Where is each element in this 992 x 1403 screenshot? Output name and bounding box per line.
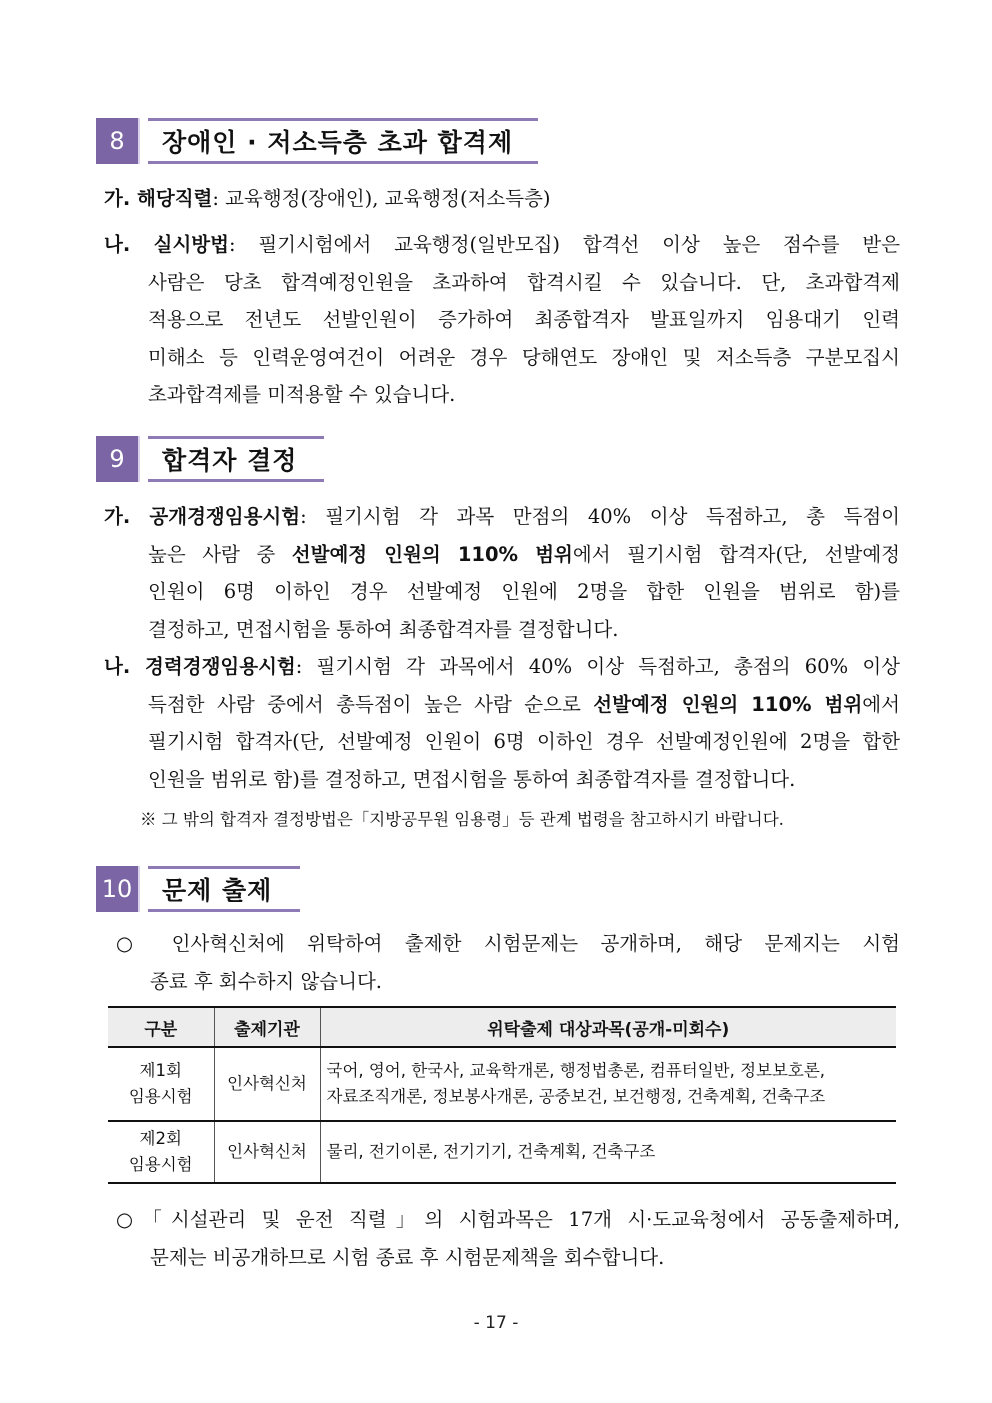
exam-cell	[108, 1047, 214, 1121]
section-title: 장애인 · 저소득층 초과 합격제	[162, 128, 514, 157]
table-header-row	[108, 1007, 896, 1047]
table-row	[108, 1047, 896, 1121]
agency-cell: 인사혁신처	[214, 1121, 320, 1183]
bullet-text: ○「시설관리 및 운전 직렬」의 시험과목은 17개 시·도교육청에서 공동출제하며,	[116, 1208, 900, 1231]
item-text: 사람은 당초 합격예정인원을 초과하여 합격시킬 수 있습니다. 단, 초과합격제	[148, 270, 900, 294]
item-text: 인원이 6명 이하인 경우 선발예정 인원에 2명을 합한 인원을 범위로 함)를	[148, 580, 900, 603]
emphasis-text: 선발예정 인원의 110% 범위	[291, 542, 573, 566]
exam-type: 임용시험	[128, 1155, 193, 1174]
section-number: 10	[96, 866, 140, 912]
item-text: : 필기시험에서 교육행정(일반모집) 합격선 이상 높은 점수를 받은	[228, 233, 900, 256]
s9-item-na	[104, 648, 900, 798]
item-text: 초과합격제를 미적용할 수 있습니다.	[148, 383, 456, 406]
item-text: : 필기시험 각 과목 만점의 40% 이상 득점하고, 총 득점이	[300, 505, 900, 528]
exam-subjects-table	[108, 1006, 896, 1184]
section-title: 문제 출제	[162, 876, 273, 905]
item-text: 필기시험 합격자(단, 선발예정 인원이 6명 이하인 경우 선발예정인원에 2명을 합한	[148, 730, 900, 753]
item-text: 에서 필기시험 합격자(단, 선발예정	[572, 542, 900, 566]
table-header-cell: 구분	[108, 1007, 214, 1047]
item-text: 적용으로 전년도 선발인원이 증가하여 최종합격자 발표일까지 임용대기 인력	[148, 308, 900, 331]
section-number: 9	[96, 436, 140, 482]
item-text: 미해소 등 인력운영여건이 어려운 경우 당해연도 장애인 및 저소득층 구분모집시	[148, 345, 900, 369]
item-label: 나. 경력경쟁임용시험	[104, 655, 296, 678]
bullet-facility-exam	[116, 1202, 900, 1277]
s9-item-ga	[104, 498, 900, 648]
exam-cell	[108, 1121, 214, 1183]
exam-round: 제1회	[139, 1061, 182, 1080]
section-title-box	[148, 866, 300, 912]
s8-item-ga	[104, 180, 900, 218]
page-number: - 17 -	[473, 1313, 519, 1333]
reference-note: ※ 그 밖의 합격자 결정방법은「지방공무원 임용령」등 관계 법령을 참고하시기 바랍니다.	[140, 810, 784, 829]
agency-cell: 인사혁신처	[214, 1047, 320, 1121]
subjects-cell: 물리, 전기이론, 전기기기, 건축계획, 건축구조	[320, 1121, 896, 1183]
bullet-text: 문제는 비공개하므로 시험 종료 후 시험문제책을 회수합니다.	[150, 1245, 665, 1269]
subjects-text: 자료조직개론, 정보봉사개론, 공중보건, 보건행정, 건축계획, 건축구조	[326, 1087, 826, 1106]
item-text: : 교육행정(장애인), 교육행정(저소득층)	[212, 187, 551, 210]
exam-round: 제2회	[139, 1129, 182, 1148]
item-label: 가. 해당직렬	[104, 187, 213, 210]
item-label: 가. 공개경쟁임용시험	[104, 505, 301, 528]
item-text: 득점한 사람 중에서 총득점이 높은 사람 순으로	[148, 692, 594, 716]
table-header-cell: 위탁출제 대상과목(공개-미회수)	[320, 1007, 896, 1047]
table-row	[108, 1121, 896, 1183]
bullet-text: ○ 인사혁신처에 위탁하여 출제한 시험문제는 공개하며, 해당 문제지는 시험	[116, 932, 900, 955]
section-title-box	[148, 118, 538, 164]
item-text: 인원을 범위로 함)를 결정하고, 면접시험을 통하여 최종합격자를 결정합니다.	[148, 767, 796, 791]
item-text: 결정하고, 면접시험을 통하여 최종합격자를 결정합니다.	[148, 617, 619, 641]
table-header-cell: 출제기관	[214, 1007, 320, 1047]
section-number: 8	[96, 118, 140, 164]
exam-type: 임용시험	[128, 1087, 193, 1106]
bullet-public-exam	[116, 926, 900, 1001]
subjects-cell	[320, 1047, 896, 1121]
emphasis-text: 선발예정 인원의 110% 범위	[593, 692, 863, 716]
item-text: 에서	[862, 692, 900, 716]
item-text: 높은 사람 중	[148, 542, 292, 566]
section-title: 합격자 결정	[162, 446, 298, 475]
subjects-text: 국어, 영어, 한국사, 교육학개론, 행정법총론, 컴퓨터일반, 정보보호론,	[326, 1061, 826, 1080]
item-text: : 필기시험 각 과목에서 40% 이상 득점하고, 총점의 60% 이상	[295, 655, 900, 678]
s8-item-na	[104, 226, 900, 414]
bullet-text: 종료 후 회수하지 않습니다.	[150, 969, 383, 993]
item-label: 나. 실시방법	[104, 233, 229, 256]
section-title-box	[148, 436, 324, 482]
